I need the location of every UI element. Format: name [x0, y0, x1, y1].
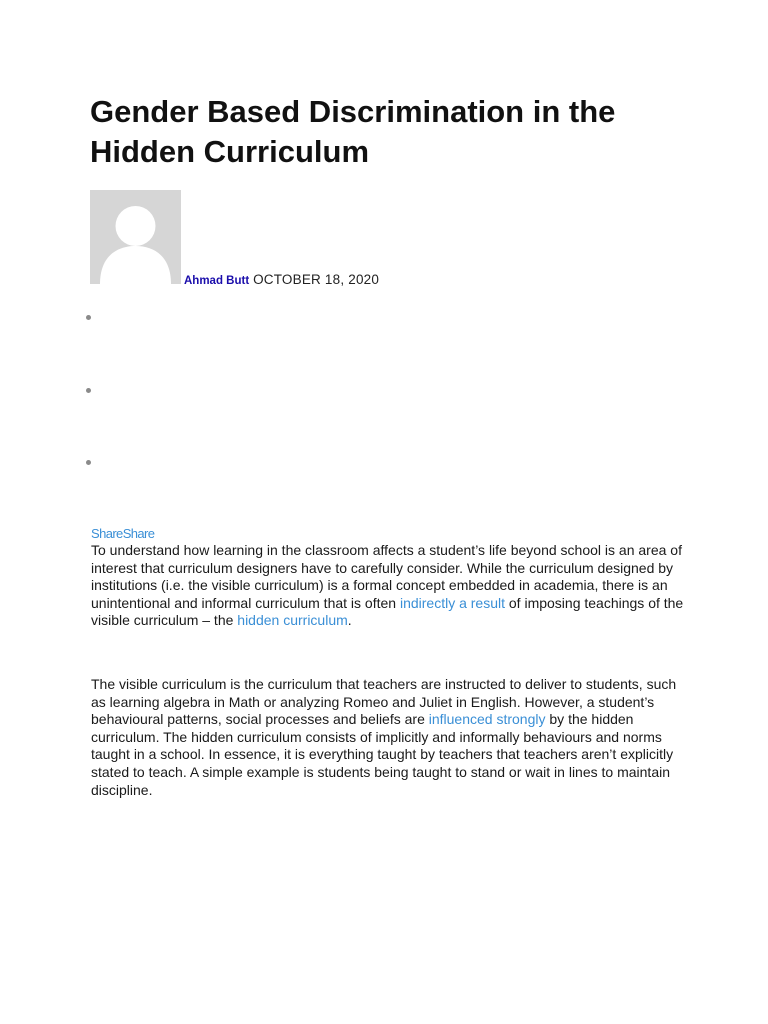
paragraph-text: . [347, 612, 352, 629]
link-influenced-strongly[interactable]: influenced strongly [428, 711, 546, 728]
paragraph-text: To understand how learning in the classroom affects a student’s life beyond school is an area of interest that curriculum designers have to carefully consider. While the curriculum designed by institutions (i.e. the visible curriculum) is a formal concept embedded in academia, there is an unintentional and informal curriculum that is often [91, 542, 682, 611]
paragraph-text: The visible curriculum is the curriculum that teachers are instructed to deliver to students, such as learning algebra in Math or analyzing Romeo and Juliet in English. However, a student’s behavioural patterns, social processes and beliefs are [91, 676, 677, 728]
byline [184, 270, 379, 290]
paragraph-text: by the hidden curriculum. The hidden curriculum consists of implicitly and informally behaviours and norms taught in a school. In essence, it is everything taught by teachers that teachers aren’t explicitly stated to teach. A simple example is students being taught to stand or wait in lines to maintain discipline. [91, 711, 674, 798]
share-link[interactable]: ShareShare [91, 526, 155, 541]
author-link[interactable]: Ahmad Butt [184, 275, 250, 287]
author-avatar [90, 190, 181, 284]
share-list-bullet [86, 388, 91, 393]
share-list-bullet [86, 315, 91, 320]
article-title: Gender Based Discrimination in the Hidden Curriculum [90, 94, 616, 169]
paragraph-visible-curriculum [91, 676, 685, 799]
paragraph-intro [91, 542, 685, 630]
default-user-avatar-icon [90, 190, 181, 284]
paragraph-text: of imposing teachings of the visible curriculum – the [91, 594, 684, 629]
link-hidden-curriculum[interactable]: hidden curriculum [237, 612, 348, 629]
link-indirectly-a-result[interactable]: indirectly a result [399, 594, 505, 611]
share-list-bullet [86, 460, 91, 465]
publish-date: OCTOBER 18, 2020 [253, 272, 380, 287]
